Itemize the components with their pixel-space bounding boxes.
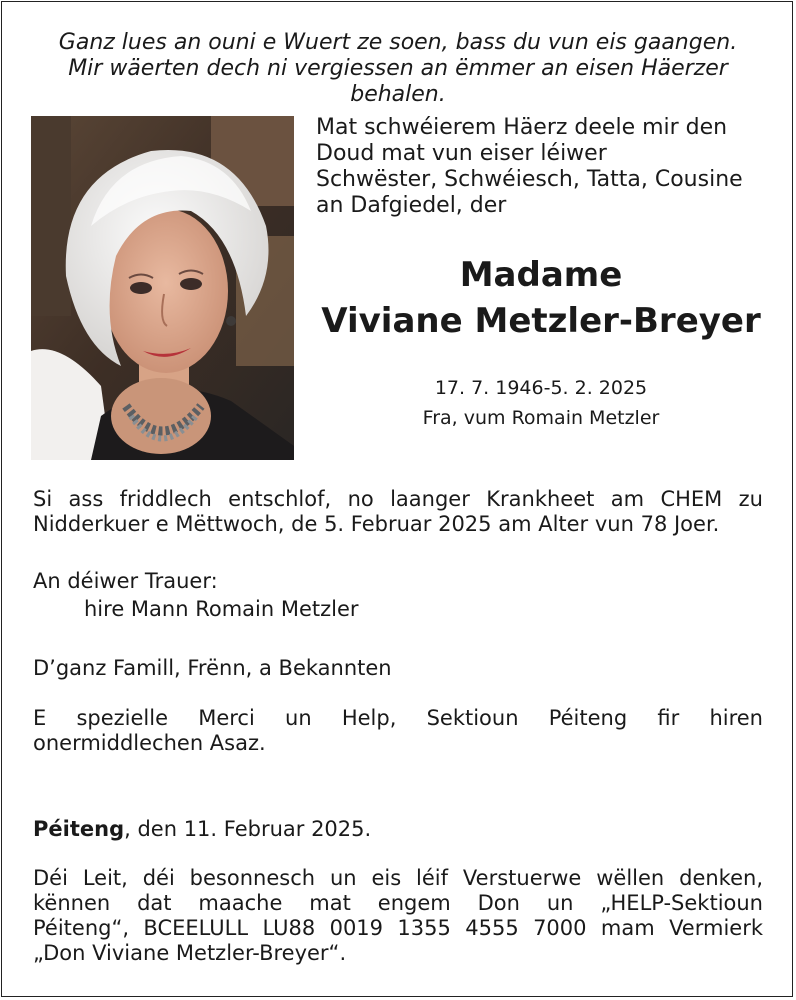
donation-line: kënnen dat maache mat engem Don un „HELP-Sektioun [33, 891, 763, 915]
passing-line: Si ass friddlech entschlof, no laanger Krankheet am CHEM zu [33, 487, 763, 511]
passing-line: Nidderkuer e Mëttwoch, de 5. Februar 2025 am Alter vun 78 Joer. [33, 512, 720, 536]
mourner-husband: hire Mann Romain Metzler [84, 597, 359, 621]
intro-line: an Dafgiedel, der [316, 193, 507, 218]
deceased-name: Viviane Metzler-Breyer [321, 301, 761, 341]
deceased-title: Madame [459, 255, 623, 295]
memorial-quote [36, 30, 760, 108]
mourners-others-line: D’ganz Famill, Frënn, a Bekannten [33, 656, 392, 680]
announcement-date: , den 11. Februar 2025. [124, 817, 372, 841]
mourners-others [33, 656, 763, 681]
donation-line: „Don Viviane Metzler-Breyer“. [33, 941, 347, 965]
mourners-heading: An déiwer Trauer: [33, 569, 218, 593]
quote-line: Mir wäerten dech ni vergiessen an ëmmer an eisen Häerzer [68, 56, 728, 81]
donation-paragraph [33, 866, 763, 966]
mourners-section [33, 567, 763, 623]
place-date [33, 817, 763, 842]
donation-line: Déi Leit, déi besonnesch un eis léif Verstuerwe wëllen denken, [33, 866, 763, 890]
intro-line: Doud mat vun eiser léiwer [316, 141, 607, 166]
deceased-name-block [316, 252, 766, 344]
passing-paragraph [33, 487, 763, 537]
spouse-line: Fra, vum Romain Metzler [422, 407, 660, 429]
thanks-line: onermiddlechen Asaz. [33, 731, 266, 755]
quote-line: behalen. [350, 82, 446, 107]
quote-line: Ganz lues an ouni e Wuert ze soen, bass du vun eis gaangen. [58, 30, 738, 55]
donation-line: Péiteng“, BCEELULL LU88 0019 1355 4555 7000 mam Vermierk [33, 916, 763, 940]
life-dates: 17. 7. 1946-5. 2. 2025 [434, 377, 648, 399]
life-dates-block [316, 373, 766, 433]
thanks-paragraph [33, 706, 763, 756]
intro-line: Schwëster, Schwéiesch, Tatta, Cousine [316, 167, 743, 192]
portrait-photo [31, 116, 294, 460]
announcement-intro [316, 115, 776, 219]
intro-line: Mat schwéierem Häerz deele mir den [316, 115, 728, 140]
place-name: Péiteng [33, 817, 125, 841]
thanks-line: E spezielle Merci un Help, Sektioun Péiteng fir hiren [33, 706, 763, 730]
